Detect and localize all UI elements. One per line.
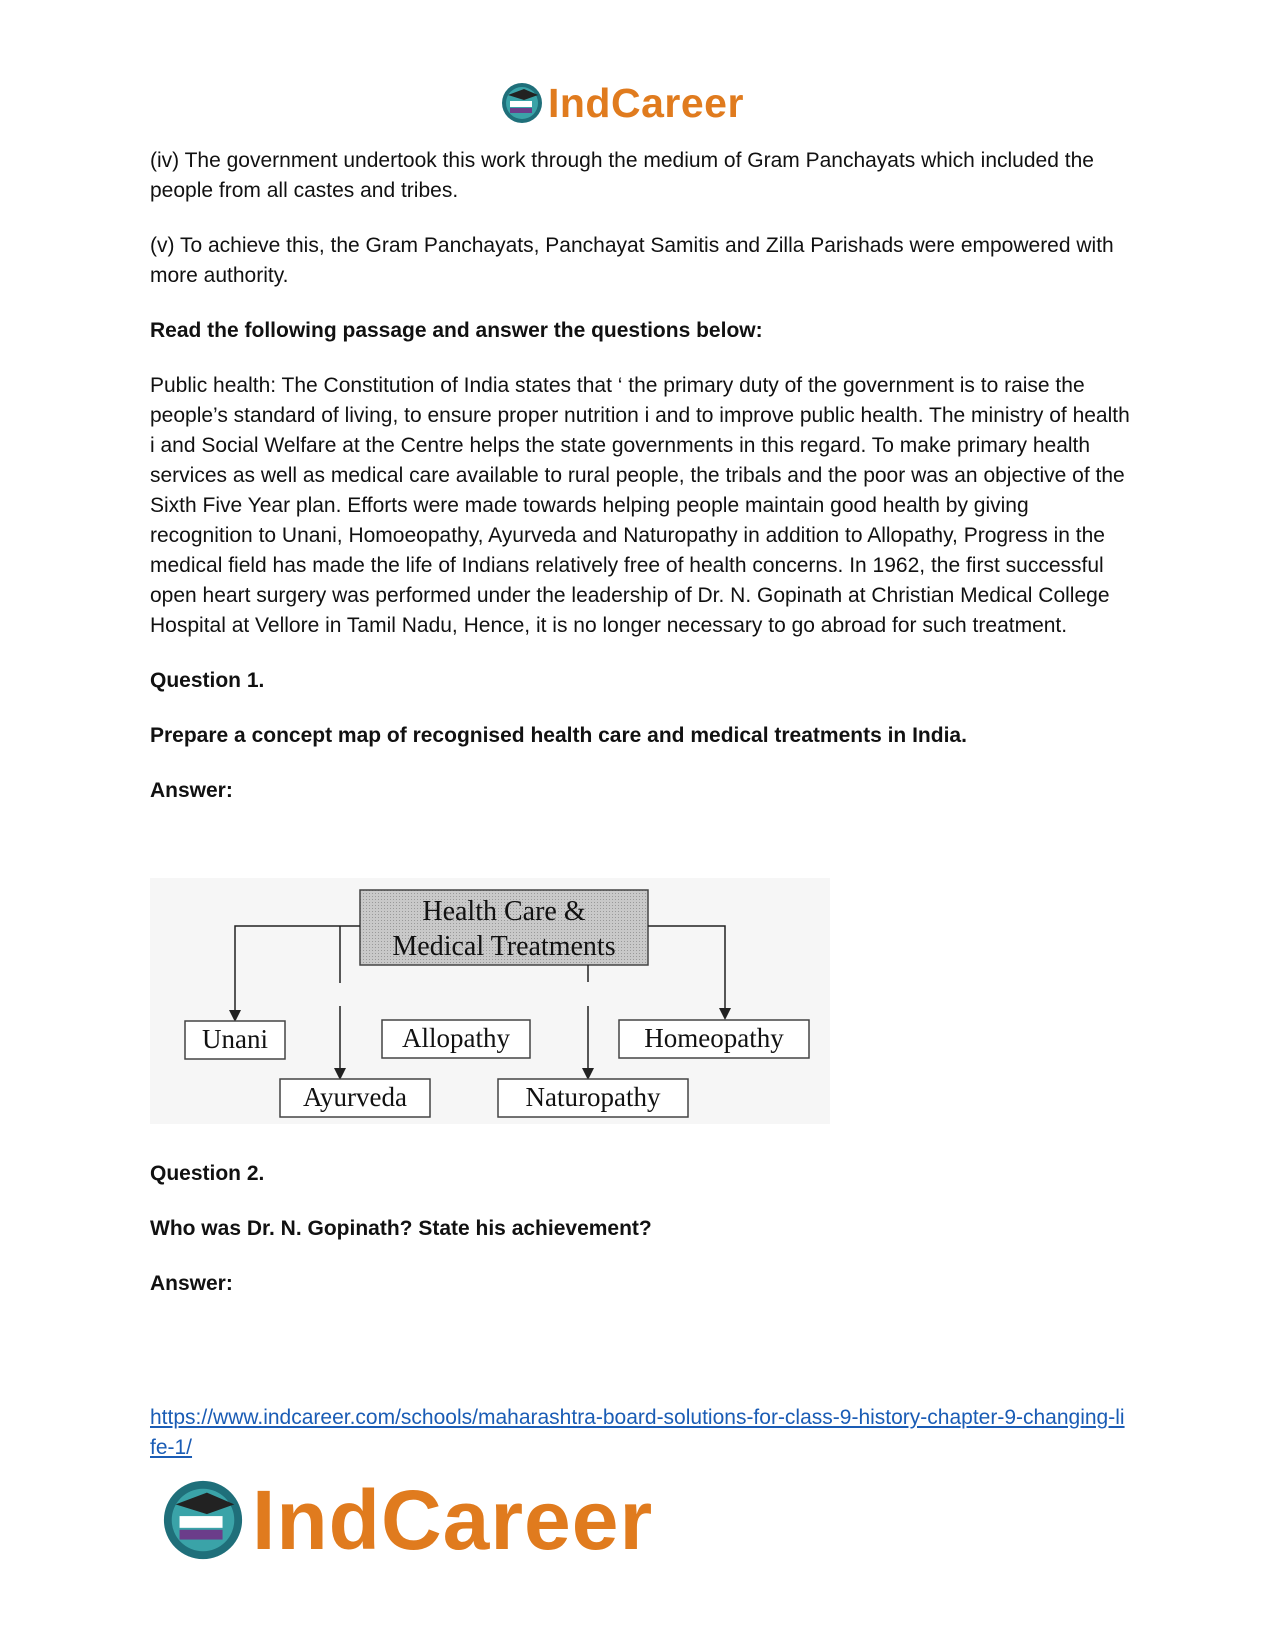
question-2-label: Question 2.	[150, 1162, 265, 1185]
question-2-text: Who was Dr. N. Gopinath? State his achievement?	[150, 1217, 652, 1240]
node-allopathy-label: Allopathy	[402, 1023, 510, 1053]
question-2-section	[150, 1159, 1130, 1324]
concept-map-diagram	[150, 878, 830, 1124]
root-node-line2: Medical Treatments	[392, 931, 616, 962]
header-logo	[500, 78, 744, 128]
node-unani-label: Unani	[202, 1024, 268, 1054]
node-homeopathy	[619, 1020, 809, 1058]
node-naturopathy-label: Naturopathy	[525, 1082, 661, 1112]
node-naturopathy	[498, 1079, 688, 1117]
passage-text: Public health: The Constitution of India states that ‘ the primary duty of the government is to raise the people’s standard of living, to ensure proper nutrition i and to improve public health. The ministry of health i and Social Welfare at the Centre helps the state governments in this regard. To make primary health services as well as medical care available to rural people, the tribals and the poor was an objective of the Sixth Five Year plan. Efforts were made towards helping people maintain good health by giving recognition to Unani, Homoeopathy, Ayurveda and Naturopathy in addition to Allopathy, Progress in the medical field has made the life of Indians relatively free of health concerns. In 1962, the first successful open heart surgery was performed under the leadership of Dr. N. Gopinath at Christian Medical College Hospital at Vellore in Tamil Nadu, Hence, it is no longer necessary to go abroad for such treatment.	[150, 374, 1130, 637]
node-ayurveda-label: Ayurveda	[303, 1082, 407, 1112]
paragraph-v: (v) To achieve this, the Gram Panchayats, Panchayat Samitis and Zilla Parishads were empowered with more authority.	[150, 234, 1114, 287]
root-node-line1: Health Care &	[422, 896, 586, 927]
node-homeopathy-label: Homeopathy	[644, 1023, 784, 1053]
node-ayurveda	[280, 1079, 430, 1117]
footer-logo	[160, 1470, 653, 1570]
graduation-book-icon	[160, 1477, 246, 1563]
question-2-answer-label: Answer:	[150, 1272, 233, 1295]
question-1-label: Question 1.	[150, 669, 265, 692]
paragraph-iv: (iv) The government undertook this work through the medium of Gram Panchayats which included the people from all castes and tribes.	[150, 149, 1094, 202]
question-1-answer-label: Answer:	[150, 779, 233, 802]
concept-map-svg	[150, 878, 830, 1124]
document-body	[150, 146, 1130, 831]
instruction-heading: Read the following passage and answer the questions below:	[150, 319, 763, 342]
node-allopathy	[382, 1020, 530, 1058]
node-unani	[185, 1021, 285, 1059]
question-1-text: Prepare a concept map of recognised health care and medical treatments in India.	[150, 724, 967, 747]
footer-logo-text: IndCareer	[252, 1472, 654, 1567]
header-logo-text: IndCareer	[548, 79, 744, 126]
source-url-link[interactable]: https://www.indcareer.com/schools/maharashtra-board-solutions-for-class-9-history-chapter-9-changing-life-1/	[150, 1406, 1125, 1459]
graduation-book-icon	[500, 81, 544, 125]
